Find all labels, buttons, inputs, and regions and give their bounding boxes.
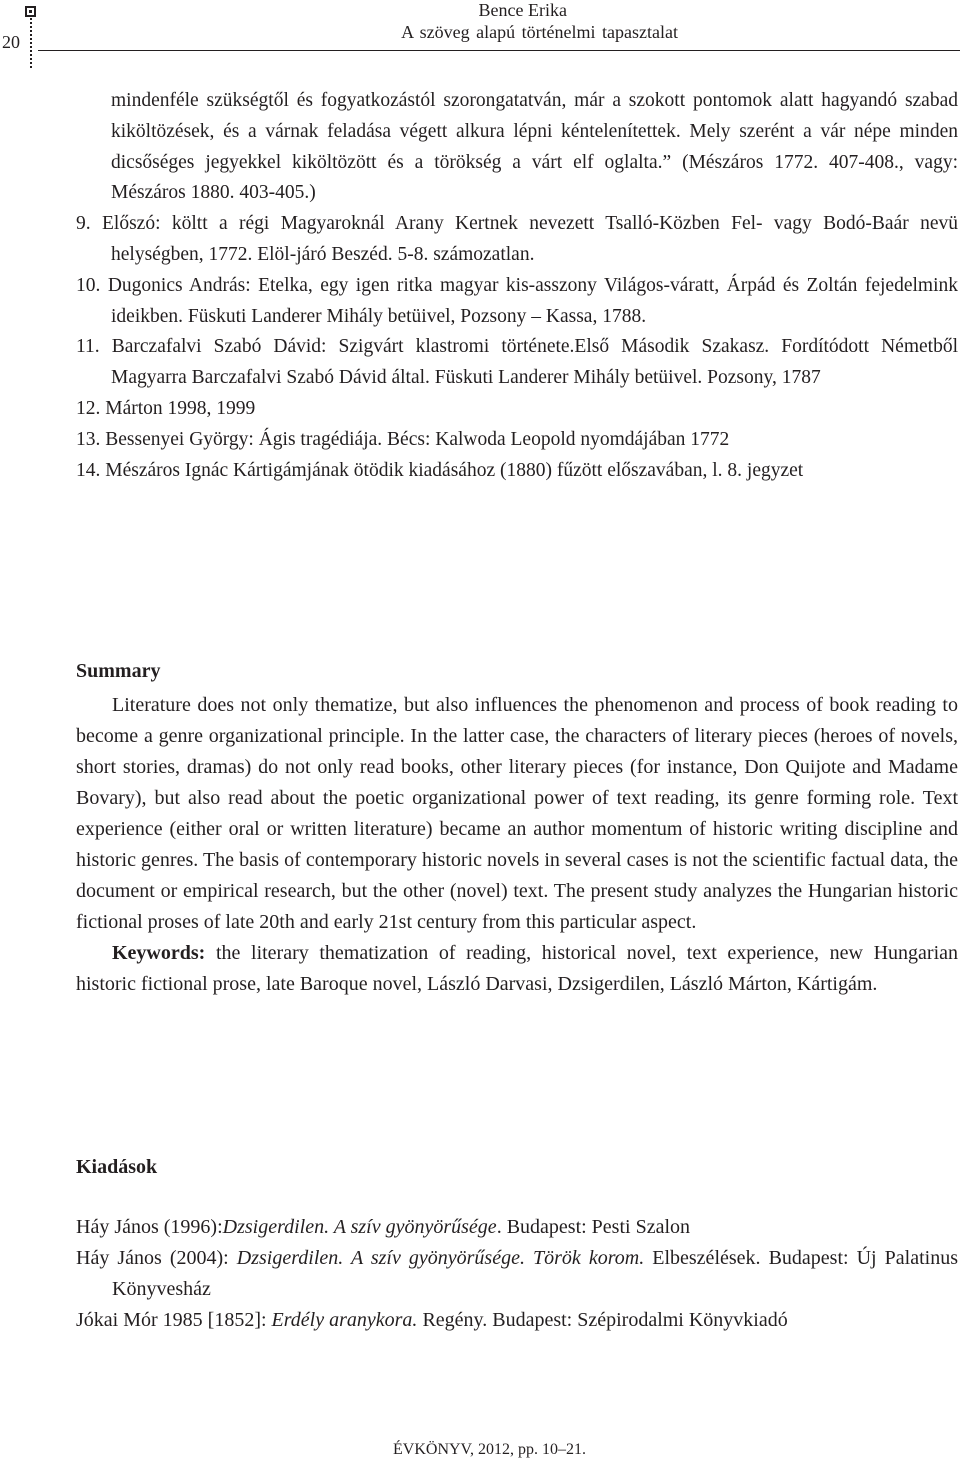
keywords-paragraph (76, 938, 958, 1000)
edition-item: Háy János (2004): Dzsigerdilen. A szív gyönyörűsége. Török korom. Elbeszélések. Budapest: Új Palatinus Könyvesház (76, 1247, 958, 1300)
keywords-label: Keywords: (112, 942, 206, 964)
editions-heading: Kiadások (76, 1156, 158, 1178)
endnote-9: 9. Előszó: költt a régi Magyaroknál Arany Kertnek nevezett Tsalló-Közben Fel- vagy Bodó-Baár nevü helységben, 1772. Elöl-járó Beszéd. 5-8. számozatlan. (76, 213, 958, 265)
endnotes (76, 86, 958, 486)
editions-list (76, 1212, 958, 1336)
endnote-8-continuation: mindenféle szükségtől és fogyatkozástól szorongatatván, már a szokott pontomok alatt hagyandó szabad kiköltözések, és a várnak feladása végett alkura lépni kéntelenítettek. Mely szerént a vár népe minden dicsőséges jegyekkel kiköltözött és a törökség a várt elf oglalta.” (Mészáros 1772. 407-408., vagy: Mészáros 1880. 403-405.) (111, 90, 958, 204)
edition-item: Jókai Mór 1985 [1852]: Erdély aranykora. Regény. Budapest: Szépirodalmi Könyvkiadó (76, 1309, 788, 1331)
keywords-text: the literary thematization of reading, historical novel, text experience, new Hungarian historic fictional prose, late Baroque novel, László Darvasi, Dzsigerdilen, László Márton, Kártigám. (76, 942, 959, 995)
endnote-12: 12. Márton 1998, 1999 (76, 397, 256, 419)
summary-heading: Summary (76, 660, 161, 682)
endnote-14: 14. Mészáros Ignác Kártigámjának ötödik kiadásához (1880) fűzött előszavában, l. 8. jegyzet (76, 459, 804, 481)
dotted-rule (30, 18, 32, 68)
endnote-10: 10. Dugonics András: Etelka, egy igen ritka magyar kis-asszony Világos-váratt, Árpád és Zoltán fejedelmink ideikben. Füskuti Landerer Mihály betüivel, Pozsony – Kassa, 1788. (76, 274, 958, 327)
header-rule (38, 50, 960, 51)
endnote-11: 11. Barczafalvi Szabó Dávid: Szigvárt klastromi története.Első Második Szakasz. Fordítódott Németből Magyarra Barczafalvi Szabó Dávid által. Füskuti Landerer Mihály betüivel. Pozsony, 1787 (76, 336, 958, 389)
corner-mark (25, 6, 36, 17)
endnote-13: 13. Bessenyei György: Ágis tragédiája. Bécs: Kalwoda Leopold nyomdájában 1772 (76, 428, 730, 450)
summary-paragraph: Literature does not only thematize, but also influences the phenomenon and process of book reading to become a genre organizational principle. In the latter case, the characters of literary pieces (heroes of novels, short stories, dramas) do not only read books, other literary pieces (for instance, Don Quijote and Madame Bovary), but also read about the poetic organizational power of text reading, its genre forming role. Text experience (either oral or written literature) became an author momentum of historic writing discipline and historic genres. The basis of contemporary historic novels in several cases is not the scientific factual data, the document or empirical research, but the other (novel) text. The present study analyzes the Hungarian historic fictional proses of late 20th and early 21st century from this particular aspect. (76, 694, 958, 933)
running-head-author: Bence Erika (478, 0, 567, 20)
summary-body (76, 690, 958, 1000)
edition-item: Háy János (1996):Dzsigerdilen. A szív gyönyörűsége. Budapest: Pesti Szalon (76, 1216, 691, 1238)
page-footer: ÉVKÖNYV, 2012, pp. 10–21. (393, 1441, 587, 1458)
running-head-title: A szöveg alapú történelmi tapasztalat (401, 22, 678, 42)
page-number: 20 (2, 32, 20, 52)
